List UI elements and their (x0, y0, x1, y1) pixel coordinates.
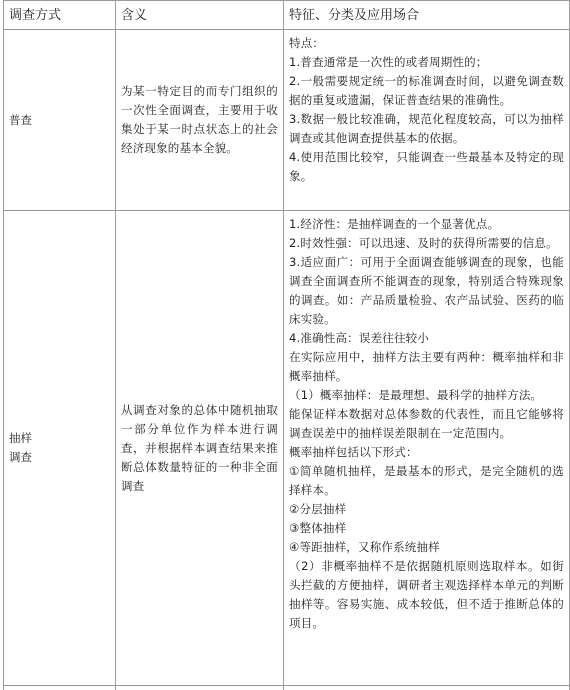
feature-line: 4.准确性高：误差往往较小 (289, 329, 564, 348)
header-features: 特征、分类及应用场合 (284, 1, 570, 30)
method-cell: 普查 (4, 30, 116, 211)
survey-methods-table (3, 0, 570, 690)
table-header-row (4, 1, 570, 30)
method-cell (4, 211, 116, 686)
features-cell (284, 211, 570, 686)
feature-line: ②分层抽样 (289, 500, 564, 519)
feature-line: （2）非概率抽样不是依据随机原则选取样本。如街头拦截的方便抽样，调研者主观选择样本单元的判断抽样等。容易实施、成本较低，但不适于推断总体的项目。 (289, 557, 564, 633)
features-cell (284, 30, 570, 211)
empty-cell (4, 686, 116, 690)
feature-line: 特点： (289, 34, 564, 53)
feature-line: 在实际应用中，抽样方法主要有两种：概率抽样和非概率抽样。 (289, 348, 564, 386)
feature-line: ③整体抽样 (289, 519, 564, 538)
feature-line: ①简单随机抽样，是最基本的形式，是完全随机的选择样本。 (289, 462, 564, 500)
empty-cell (284, 686, 570, 690)
header-meaning: 含义 (116, 1, 284, 30)
feature-line: 1.经济性：是抽样调查的一个显著优点。 (289, 215, 564, 234)
feature-line: ④等距抽样，又称作系统抽样 (289, 538, 564, 557)
method-line: 调查 (9, 448, 110, 467)
feature-line: 2.时效性强：可以迅速、及时的获得所需要的信息。 (289, 234, 564, 253)
feature-line: 4.使用范围比较窄，只能调查一些最基本及特定的现象。 (289, 148, 564, 186)
feature-line: 概率抽样包括以下形式： (289, 443, 564, 462)
table-tail-row (4, 686, 570, 690)
method-line: 抽样 (9, 429, 110, 448)
header-method: 调查方式 (4, 1, 116, 30)
empty-cell (116, 686, 284, 690)
feature-line: 3.数据一般比较准确，规范化程度较高，可以为抽样调查或其他调查提供基本的依据。 (289, 110, 564, 148)
feature-line: 1.普查通常是一次性的或者周期性的； (289, 53, 564, 72)
feature-line: 3.适应面广：可用于全面调查能够调查的现象，也能调查全面调查所不能调查的现象，特别适合特殊现象的调查。如：产品质量检验、农产品试验、医药的临床实验。 (289, 253, 564, 329)
table-row (4, 211, 570, 686)
feature-line: （1）概率抽样：是最理想、最科学的抽样方法。 (289, 386, 564, 405)
meaning-cell: 为某一特定目的而专门组织的一次性全面调查，主要用于收集处于某一时点状态上的社会经济现象的基本全貌。 (116, 30, 284, 211)
table-row (4, 30, 570, 211)
feature-line: 2.一般需要规定统一的标准调查时间，以避免调查数据的重复或遗漏，保证普查结果的准确性。 (289, 72, 564, 110)
meaning-cell: 从调查对象的总体中随机抽取一部分单位作为样本进行调查，并根据样本调查结果来推断总体数量特征的一种非全面调查 (116, 211, 284, 686)
feature-line: 能保证样本数据对总体参数的代表性，而且它能够将调查误差中的抽样误差限制在一定范围内。 (289, 405, 564, 443)
